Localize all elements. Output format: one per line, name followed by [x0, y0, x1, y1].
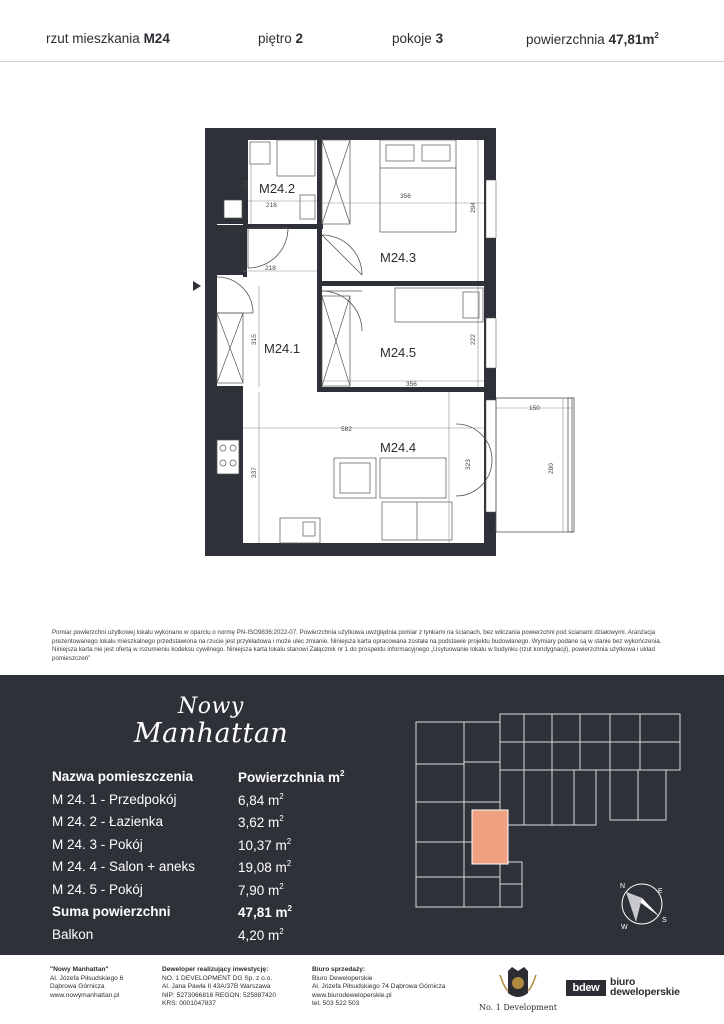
footer-col3-line: Al. Józefa Piłsudskiego 74 Dąbrowa Górnicza: [312, 983, 446, 991]
rooms-table-header: [52, 769, 372, 792]
footer-col3-link[interactable]: www.biurodeweloperskie.pl: [312, 991, 392, 999]
floor-label: piętro: [258, 31, 292, 46]
footer-sales-office: [312, 966, 445, 1009]
table-balcony-row: [52, 927, 372, 950]
dim-315: 315: [251, 334, 258, 345]
room-area-sup: 2: [286, 836, 292, 846]
compass-w: W: [621, 924, 628, 931]
floor-plan: [0, 62, 724, 622]
room-area-value: 6,84 m: [238, 792, 280, 808]
room-area-sup: 2: [279, 814, 284, 823]
area-value: 47,81m: [608, 32, 655, 47]
biuro-line1: biuro: [610, 976, 636, 988]
brand-line2: Manhattan: [134, 718, 289, 749]
dim-150: 150: [529, 405, 540, 412]
disclaimer-text: Pomiar powierzchni użytkowej lokalu wykonano w oparciu o normę PN-ISO9836:2022-07. Powierzchnia użytkowa uwzględnia pomiar z tynkami na ścianach, bez wliczania powierzchni pod ścianami działowymi. Aranżacja prezentowanego lokalu mieszkalnego przedstawiona na rzucie jest przykładowa i może ulec zmianie. Niniejsza karta opracowana została na podstawie projektu budowlanego. Wymiary podane są w stanie bez wykończenia. Niniejsza karta nie jest ofertą w rozumieniu kodeksu cywilnego. Niniejsza karta lokalu stanowi Załącznik nr 1 do prospektu informacyjnego „Usytuowanie lokalu w budynku (rzut kondygnacji), powierzchnia użytkowa i układ pomieszczeń”: [52, 629, 662, 662]
room-name: M 24. 2 - Łazienka: [52, 814, 164, 829]
room-label-m24-3: M24.3: [380, 250, 417, 265]
dim-356-top: 356: [400, 193, 411, 200]
dim-337: 337: [251, 467, 258, 478]
compass-n: N: [620, 883, 626, 890]
room-area: [238, 837, 291, 853]
footer-col2-line: Al. Jana Pawła II 43A/37B Warszawa: [162, 983, 271, 991]
footer-col1-title: "Nowy Manhattan": [50, 966, 109, 973]
area-info: [526, 31, 659, 47]
table-row: [52, 837, 372, 860]
dim-184: 184: [243, 180, 250, 191]
no1-development-name: No. 1 Development: [479, 1003, 557, 1012]
table-row: [52, 792, 372, 815]
footer-col1-line: Dąbrowa Górnicza: [50, 983, 105, 991]
brand-line1: Nowy: [178, 694, 244, 719]
dim-222: 222: [470, 334, 477, 345]
table-row: [52, 814, 372, 837]
room-name: M 24. 5 - Pokój: [52, 881, 143, 897]
biuro-line2: deweloperskie: [610, 986, 680, 998]
biuro-text: [610, 977, 680, 997]
table-row: [52, 859, 372, 882]
brand-logo: [118, 690, 318, 760]
room-name: M 24. 4 - Salon + aneks: [52, 859, 195, 874]
crest-icon: [478, 963, 558, 1003]
room-area: [238, 882, 284, 898]
dim-294: 294: [470, 202, 477, 213]
balcony-area-sup: 2: [279, 926, 284, 936]
footer-col3-title: Biuro sprzedaży:: [312, 966, 366, 973]
floor-info: [258, 31, 303, 46]
balcony-area: [238, 927, 284, 943]
no1-development-logo: [478, 963, 558, 1019]
highlighted-apartment: [472, 810, 508, 864]
room-area-value: 10,37 m: [238, 837, 287, 853]
building-site-plan: [414, 712, 682, 942]
compass-icon: [620, 883, 667, 931]
area-sup: 2: [654, 31, 659, 40]
footer-col1-line: Al. Józefa Piłsudskiego 6: [50, 974, 124, 982]
floor-plan-drawing: [0, 62, 724, 622]
footer-col3-phone[interactable]: tel. 503 522 503: [312, 1000, 360, 1008]
dim-323: 323: [465, 459, 472, 470]
room-area: [238, 814, 284, 830]
dim-280: 280: [548, 463, 555, 474]
table-row: [52, 882, 372, 905]
room-label-m24-4: M24.4: [380, 440, 417, 455]
biuro-deweloperskie-logo: [566, 976, 686, 1002]
total-area: [238, 904, 292, 920]
room-area-value: 3,62 m: [238, 815, 280, 830]
room-area-value: 7,90 m: [238, 882, 280, 898]
room-name: M 24. 1 - Przedpokój: [52, 791, 177, 807]
dim-582: 582: [341, 426, 352, 433]
plan-title-label: rzut mieszkania: [46, 31, 140, 46]
room-name: M 24. 3 - Pokój: [52, 836, 143, 852]
rooms-info: [392, 31, 443, 46]
footer-col2-title: Deweloper realizujący inwestycję:: [162, 966, 269, 973]
dim-356-mid: 356: [406, 381, 417, 388]
area-label: powierzchnia: [526, 32, 605, 47]
rooms-value: 3: [435, 31, 444, 46]
col2-header: [238, 769, 344, 785]
footer-col1-link[interactable]: www.nowymanhattan.pl: [50, 991, 120, 999]
rooms-table: [52, 769, 372, 949]
total-area-sup: 2: [287, 904, 292, 913]
balcony-area-value: 4,20 m: [238, 927, 280, 943]
room-area-sup: 2: [279, 791, 284, 801]
footer-project-info: [50, 966, 123, 1000]
footer-developer-info: [162, 966, 276, 1009]
footer-col2-line: KRS: 0001047837: [162, 1000, 216, 1008]
total-area-value: 47,81 m: [238, 905, 288, 920]
room-label-m24-5: M24.5: [380, 345, 417, 360]
footer-col2-line: NIP: 5273066816 REGON: 525887420: [162, 991, 277, 999]
room-label-m24-2: M24.2: [259, 181, 296, 196]
room-label-m24-1: M24.1: [264, 341, 301, 356]
bdew-box: bdew: [566, 980, 606, 996]
room-area: [238, 859, 291, 875]
site-plan-drawing: [414, 712, 682, 942]
footer-col2-line: NO. 1 DEVELOPMENT DG Sp. z o.o.: [162, 974, 273, 982]
balcony-name: Balkon: [52, 926, 94, 942]
compass-e: E: [658, 888, 663, 895]
floor-value: 2: [295, 31, 304, 46]
room-area-sup: 2: [286, 859, 292, 868]
page-header: [0, 0, 724, 62]
plan-title-value: M24: [143, 31, 170, 46]
table-total-row: [52, 904, 372, 927]
col2-header-text: Powierzchnia m: [238, 770, 341, 785]
total-name: Suma powierzchni: [52, 904, 171, 919]
footer-col3-line: Biuro Deweloperskie: [312, 974, 373, 982]
col2-header-sup: 2: [340, 769, 345, 778]
dim-216: 216: [266, 202, 277, 209]
dim-218: 218: [265, 265, 276, 272]
room-area-sup: 2: [279, 881, 284, 891]
room-area-value: 19,08 m: [238, 860, 287, 875]
col1-header: Nazwa pomieszczenia: [52, 769, 194, 784]
room-area: [238, 792, 284, 808]
compass-s: S: [662, 917, 667, 924]
rooms-label: pokoje: [392, 31, 432, 46]
plan-title: [46, 31, 170, 46]
